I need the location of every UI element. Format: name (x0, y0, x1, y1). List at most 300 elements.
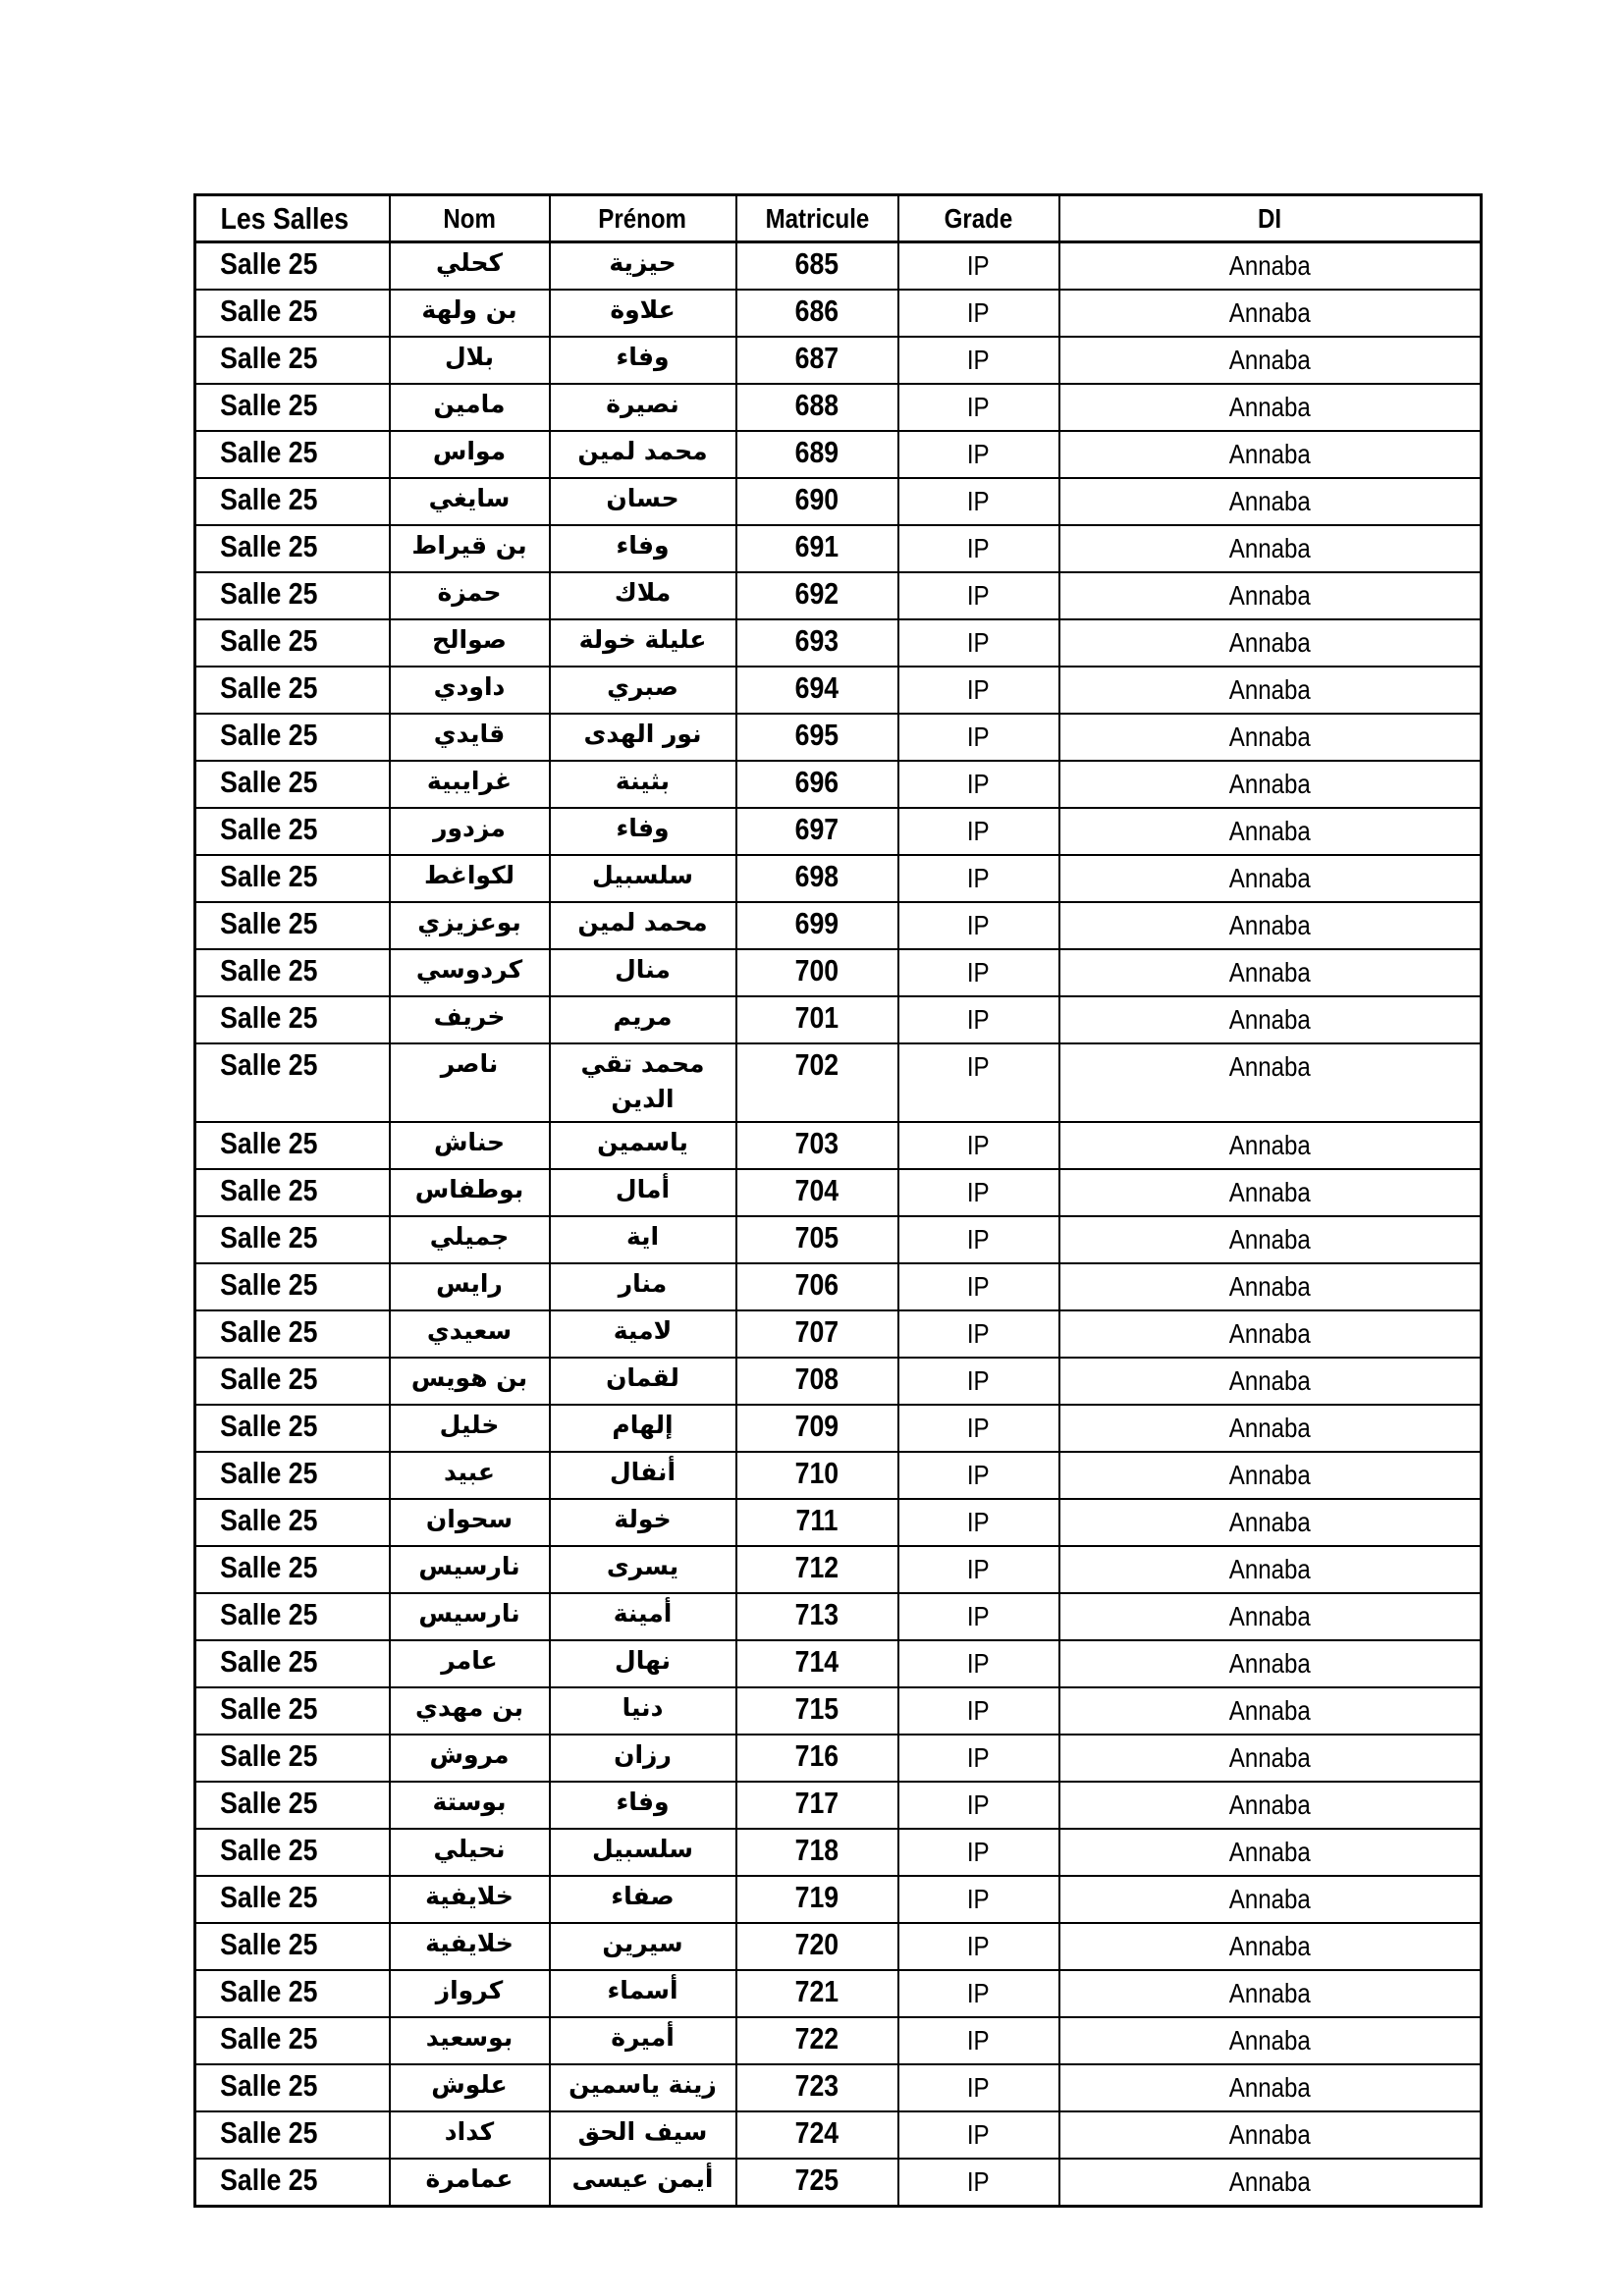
cell-nom-text: بوعزيزي (417, 908, 521, 936)
header-di-label: DI (1258, 202, 1282, 234)
cell-salle-text: Salle 25 (220, 765, 318, 799)
cell-di (1059, 1546, 1482, 1593)
cell-di (1059, 431, 1482, 478)
cell-prenom-text: إلهام (612, 1411, 674, 1439)
cell-prenom (550, 761, 736, 808)
cell-salle (195, 1310, 390, 1358)
cell-di (1059, 290, 1482, 337)
cell-di-text: Annaba (1228, 816, 1311, 846)
cell-grade (898, 1923, 1059, 1970)
cell-matricule-text: 693 (794, 623, 839, 658)
cell-grade-text: IP (967, 1318, 990, 1349)
cell-salle (195, 1216, 390, 1263)
cell-matricule-text: 696 (794, 765, 839, 799)
cell-di-text: Annaba (1228, 580, 1311, 611)
cell-salle (195, 1499, 390, 1546)
cell-salle (195, 1263, 390, 1310)
cell-di (1059, 1216, 1482, 1263)
cell-prenom (550, 1310, 736, 1358)
cell-grade-text: IP (967, 1648, 990, 1679)
cell-matricule-text: 724 (794, 2115, 839, 2150)
cell-prenom-text: سلسبيل (592, 861, 693, 889)
cell-nom-text: خلايفية (425, 1882, 514, 1910)
table-row (195, 1405, 1482, 1452)
document-page (193, 193, 1480, 2208)
cell-prenom-text: أسماء (607, 1976, 678, 2004)
cell-nom (390, 949, 550, 996)
cell-grade (898, 667, 1059, 714)
cell-salle (195, 1169, 390, 1216)
cell-matricule-text: 686 (794, 294, 839, 328)
cell-matricule-text: 707 (794, 1314, 839, 1349)
cell-nom-text: خلايفية (425, 1929, 514, 1957)
cell-salle (195, 1829, 390, 1876)
cell-grade (898, 1546, 1059, 1593)
cell-prenom-text: ياسمين (597, 1128, 688, 1156)
cell-grade-text: IP (967, 863, 990, 893)
cell-salle-text: Salle 25 (220, 341, 318, 375)
cell-di-text: Annaba (1228, 1004, 1311, 1035)
cell-salle-text: Salle 25 (220, 1314, 318, 1349)
cell-prenom (550, 2064, 736, 2111)
cell-salle-text: Salle 25 (220, 1550, 318, 1584)
cell-grade-text: IP (967, 1554, 990, 1584)
cell-prenom-text: أمال (615, 1175, 671, 1203)
cell-salle (195, 290, 390, 337)
cell-nom-text: نارسيس (418, 1599, 520, 1628)
cell-grade-text: IP (967, 1507, 990, 1537)
cell-grade (898, 525, 1059, 572)
cell-di-text: Annaba (1228, 250, 1311, 281)
cell-nom (390, 1970, 550, 2017)
cell-prenom-text: سلسبيل (592, 1835, 693, 1863)
cell-di (1059, 761, 1482, 808)
cell-di (1059, 1043, 1482, 1122)
cell-di-text: Annaba (1228, 1931, 1311, 1961)
cell-matricule (736, 384, 898, 431)
cell-grade (898, 1452, 1059, 1499)
cell-di (1059, 1122, 1482, 1169)
cell-grade (898, 2159, 1059, 2207)
cell-prenom-text: وفاء (616, 1788, 670, 1816)
cell-nom (390, 1640, 550, 1687)
cell-prenom-text: لقمان (606, 1363, 679, 1392)
cell-prenom (550, 1263, 736, 1310)
cell-prenom-text: صفاء (611, 1882, 675, 1910)
table-row (195, 242, 1482, 291)
cell-grade-text: IP (967, 1413, 990, 1443)
cell-grade (898, 337, 1059, 384)
cell-salle-text: Salle 25 (220, 670, 318, 705)
cell-grade (898, 1122, 1059, 1169)
cell-grade (898, 1970, 1059, 2017)
cell-nom-text: سحوان (425, 1505, 514, 1533)
cell-matricule (736, 525, 898, 572)
cell-nom (390, 1593, 550, 1640)
cell-nom (390, 619, 550, 667)
cell-matricule-text: 694 (794, 670, 839, 705)
cell-grade-text: IP (967, 1460, 990, 1490)
cell-di (1059, 619, 1482, 667)
cell-salle-text: Salle 25 (220, 1786, 318, 1820)
cell-prenom-text: أميرة (611, 2023, 675, 2052)
cell-salle-text: Salle 25 (220, 1597, 318, 1631)
table-row (195, 996, 1482, 1043)
cell-nom-text: نحيلي (433, 1835, 506, 1863)
cell-grade-text: IP (967, 392, 990, 422)
cell-salle-text: Salle 25 (220, 2115, 318, 2150)
table-row (195, 1310, 1482, 1358)
cell-di (1059, 1735, 1482, 1782)
cell-salle (195, 1122, 390, 1169)
cell-nom-text: حمزة (437, 578, 502, 607)
cell-matricule (736, 808, 898, 855)
cell-grade (898, 1216, 1059, 1263)
cell-salle-text: Salle 25 (220, 246, 318, 281)
cell-nom-text: بن مهدي (415, 1693, 523, 1722)
cell-di (1059, 949, 1482, 996)
cell-di (1059, 1358, 1482, 1405)
table-row (195, 431, 1482, 478)
cell-matricule-text: 691 (794, 529, 839, 563)
cell-nom-text: حناش (433, 1128, 506, 1156)
cell-nom (390, 1499, 550, 1546)
cell-prenom (550, 2017, 736, 2064)
cell-salle-text: Salle 25 (220, 1220, 318, 1255)
cell-salle (195, 2064, 390, 2111)
cell-nom (390, 808, 550, 855)
cell-prenom (550, 619, 736, 667)
cell-salle (195, 996, 390, 1043)
cell-salle-text: Salle 25 (220, 859, 318, 893)
cell-nom-text: عامر (441, 1646, 498, 1675)
cell-nom-text: مروش (429, 1740, 510, 1769)
cell-di-text: Annaba (1228, 1978, 1311, 2008)
cell-salle-text: Salle 25 (220, 1047, 318, 1082)
cell-grade-text: IP (967, 2072, 990, 2103)
cell-matricule-text: 688 (794, 388, 839, 422)
cell-grade (898, 2111, 1059, 2159)
cell-salle (195, 2111, 390, 2159)
cell-nom (390, 996, 550, 1043)
cell-salle-text: Salle 25 (220, 294, 318, 328)
header-nom-label: Nom (443, 202, 496, 234)
cell-matricule-text: 698 (794, 859, 839, 893)
cell-grade-text: IP (967, 957, 990, 988)
cell-nom-text: بوستة (432, 1788, 507, 1816)
cell-nom-text: خريف (433, 1002, 506, 1031)
cell-di-text: Annaba (1228, 1318, 1311, 1349)
cell-nom-text: مامين (433, 390, 506, 418)
cell-nom (390, 1829, 550, 1876)
cell-nom-text: مزدور (433, 814, 506, 842)
cell-matricule-text: 717 (794, 1786, 839, 1820)
cell-di-text: Annaba (1228, 2166, 1311, 2197)
cell-matricule (736, 1735, 898, 1782)
cell-salle-text: Salle 25 (220, 435, 318, 469)
header-di (1059, 195, 1482, 242)
cell-di (1059, 1876, 1482, 1923)
cell-matricule-text: 685 (794, 246, 839, 281)
table-row (195, 1122, 1482, 1169)
cell-nom-text: كردوسي (415, 955, 523, 984)
cell-matricule-text: 703 (794, 1126, 839, 1160)
cell-di-text: Annaba (1228, 1507, 1311, 1537)
cell-prenom-text: وفاء (616, 814, 670, 842)
table-row (195, 1263, 1482, 1310)
cell-di-text: Annaba (1228, 345, 1311, 375)
cell-matricule (736, 1043, 898, 1122)
cell-salle-text: Salle 25 (220, 388, 318, 422)
cell-grade (898, 1405, 1059, 1452)
cell-prenom (550, 714, 736, 761)
cell-di (1059, 2017, 1482, 2064)
cell-di-text: Annaba (1228, 1413, 1311, 1443)
cell-matricule (736, 337, 898, 384)
cell-prenom (550, 1687, 736, 1735)
cell-prenom-text: زينة ياسمين (568, 2070, 717, 2099)
cell-matricule (736, 1687, 898, 1735)
cell-prenom (550, 808, 736, 855)
cell-prenom-text: سيف الحق (577, 2117, 708, 2146)
cell-salle-text: Salle 25 (220, 1974, 318, 2008)
cell-di-text: Annaba (1228, 1695, 1311, 1726)
cell-grade (898, 855, 1059, 902)
cell-prenom-text: بثينة (615, 767, 671, 795)
cell-prenom (550, 337, 736, 384)
table-row (195, 2159, 1482, 2207)
table-row (195, 1452, 1482, 1499)
cell-nom (390, 525, 550, 572)
cell-grade (898, 2064, 1059, 2111)
cell-di-text: Annaba (1228, 1177, 1311, 1207)
cell-prenom (550, 572, 736, 619)
cell-prenom-text: نور الهدى (583, 720, 702, 748)
cell-nom (390, 1263, 550, 1310)
cell-nom (390, 384, 550, 431)
cell-di-text: Annaba (1228, 769, 1311, 799)
cell-grade-text: IP (967, 1837, 990, 1867)
cell-nom (390, 1405, 550, 1452)
header-salle (195, 195, 390, 242)
header-grade-label: Grade (944, 202, 1013, 234)
cell-prenom (550, 949, 736, 996)
cell-matricule (736, 1546, 898, 1593)
cell-prenom-text: حيزية (609, 248, 677, 277)
cell-nom-text: كحلي (435, 248, 504, 277)
cell-grade (898, 1358, 1059, 1405)
cell-prenom (550, 384, 736, 431)
cell-nom (390, 1923, 550, 1970)
table-row (195, 667, 1482, 714)
cell-di-text: Annaba (1228, 1271, 1311, 1302)
cell-nom (390, 1735, 550, 1782)
cell-nom-text: نارسيس (418, 1552, 520, 1580)
cell-salle-text: Salle 25 (220, 1691, 318, 1726)
cell-prenom-text: علاوة (610, 295, 676, 324)
cell-salle (195, 667, 390, 714)
cell-nom (390, 242, 550, 291)
cell-grade (898, 384, 1059, 431)
cell-di-text: Annaba (1228, 297, 1311, 328)
cell-nom-text: عبيد (444, 1458, 495, 1486)
header-nom (390, 195, 550, 242)
cell-grade (898, 761, 1059, 808)
cell-grade-text: IP (967, 1365, 990, 1396)
cell-di (1059, 902, 1482, 949)
cell-di (1059, 525, 1482, 572)
header-matricule-label: Matricule (765, 202, 869, 234)
cell-prenom-text: حسان (606, 484, 679, 512)
cell-salle (195, 714, 390, 761)
cell-salle-text: Salle 25 (220, 1000, 318, 1035)
cell-nom (390, 1782, 550, 1829)
cell-grade (898, 478, 1059, 525)
table-row (195, 1043, 1482, 1122)
cell-prenom (550, 1452, 736, 1499)
cell-salle-text: Salle 25 (220, 2021, 318, 2056)
cell-prenom-text: نصيرة (606, 390, 679, 418)
cell-di-text: Annaba (1228, 1224, 1311, 1255)
cell-salle-text: Salle 25 (220, 529, 318, 563)
cell-grade-text: IP (967, 2119, 990, 2150)
cell-nom (390, 1216, 550, 1263)
cell-matricule (736, 1782, 898, 1829)
table-row (195, 1169, 1482, 1216)
cell-grade-text: IP (967, 2166, 990, 2197)
cell-di-text: Annaba (1228, 1837, 1311, 1867)
cell-prenom (550, 1546, 736, 1593)
cell-prenom (550, 1640, 736, 1687)
cell-di-text: Annaba (1228, 957, 1311, 988)
cell-salle (195, 431, 390, 478)
cell-salle (195, 1923, 390, 1970)
table-row (195, 478, 1482, 525)
cell-matricule (736, 2017, 898, 2064)
cell-matricule (736, 855, 898, 902)
cell-grade-text: IP (967, 1978, 990, 2008)
cell-prenom (550, 1216, 736, 1263)
cell-matricule (736, 1169, 898, 1216)
cell-grade-text: IP (967, 486, 990, 516)
cell-grade (898, 619, 1059, 667)
cell-prenom-text: مريم (613, 1002, 673, 1031)
cell-grade-text: IP (967, 1224, 990, 1255)
cell-prenom-text: منال (615, 955, 671, 984)
cell-nom (390, 1043, 550, 1122)
cell-di (1059, 1923, 1482, 1970)
cell-grade (898, 1499, 1059, 1546)
cell-grade-text: IP (967, 533, 990, 563)
cell-di-text: Annaba (1228, 1365, 1311, 1396)
cell-prenom (550, 1405, 736, 1452)
cell-nom (390, 2159, 550, 2207)
cell-prenom (550, 1499, 736, 1546)
cell-prenom (550, 1782, 736, 1829)
table-row (195, 1876, 1482, 1923)
cell-di (1059, 1499, 1482, 1546)
cell-di-text: Annaba (1228, 2072, 1311, 2103)
cell-di-text: Annaba (1228, 674, 1311, 705)
table-row (195, 1593, 1482, 1640)
cell-nom (390, 1169, 550, 1216)
cell-salle (195, 525, 390, 572)
cell-salle (195, 572, 390, 619)
cell-matricule-text: 700 (794, 953, 839, 988)
table-header-row (195, 195, 1482, 242)
cell-grade (898, 290, 1059, 337)
cell-salle-text: Salle 25 (220, 1409, 318, 1443)
cell-nom (390, 1122, 550, 1169)
cell-di-text: Annaba (1228, 721, 1311, 752)
cell-matricule (736, 1829, 898, 1876)
cell-salle-text: Salle 25 (220, 906, 318, 940)
cell-prenom (550, 2159, 736, 2207)
header-grade (898, 195, 1059, 242)
header-prenom (550, 195, 736, 242)
cell-di-text: Annaba (1228, 1884, 1311, 1914)
cell-di (1059, 337, 1482, 384)
cell-matricule-text: 704 (794, 1173, 839, 1207)
cell-prenom-text: أمينة (613, 1599, 673, 1628)
cell-salle (195, 1452, 390, 1499)
header-salle-label: Les Salles (220, 200, 350, 236)
cell-grade (898, 808, 1059, 855)
cell-matricule-text: 720 (794, 1927, 839, 1961)
cell-di (1059, 855, 1482, 902)
cell-nom-text: داودي (433, 672, 506, 701)
cell-salle (195, 619, 390, 667)
cell-di-text: Annaba (1228, 439, 1311, 469)
cell-di (1059, 667, 1482, 714)
cell-di (1059, 1405, 1482, 1452)
table-row (195, 808, 1482, 855)
cell-matricule (736, 714, 898, 761)
cell-salle-text: Salle 25 (220, 2163, 318, 2197)
cell-nom (390, 2111, 550, 2159)
cell-prenom-text: اية (625, 1222, 660, 1251)
cell-nom (390, 1358, 550, 1405)
cell-matricule (736, 1876, 898, 1923)
cell-nom (390, 1876, 550, 1923)
cell-grade (898, 2017, 1059, 2064)
cell-di-text: Annaba (1228, 1460, 1311, 1490)
table-row (195, 384, 1482, 431)
cell-matricule (736, 619, 898, 667)
table-row (195, 1687, 1482, 1735)
header-matricule (736, 195, 898, 242)
cell-di-text: Annaba (1228, 1742, 1311, 1773)
table-row (195, 714, 1482, 761)
cell-matricule-text: 692 (794, 576, 839, 611)
cell-matricule-text: 722 (794, 2021, 839, 2056)
cell-grade-text: IP (967, 1601, 990, 1631)
cell-di (1059, 1593, 1482, 1640)
table-row (195, 1735, 1482, 1782)
cell-di-text: Annaba (1228, 1130, 1311, 1160)
cell-grade (898, 714, 1059, 761)
cell-grade-text: IP (967, 1789, 990, 1820)
cell-matricule-text: 714 (794, 1644, 839, 1679)
cell-grade-text: IP (967, 816, 990, 846)
cell-nom (390, 290, 550, 337)
cell-grade (898, 1043, 1059, 1122)
cell-nom-text: بوسعيد (425, 2023, 514, 2052)
cell-prenom-text: عليلة خولة (578, 625, 707, 654)
table-row (195, 1546, 1482, 1593)
cell-prenom (550, 996, 736, 1043)
cell-prenom-text: دنيا (622, 1693, 664, 1722)
